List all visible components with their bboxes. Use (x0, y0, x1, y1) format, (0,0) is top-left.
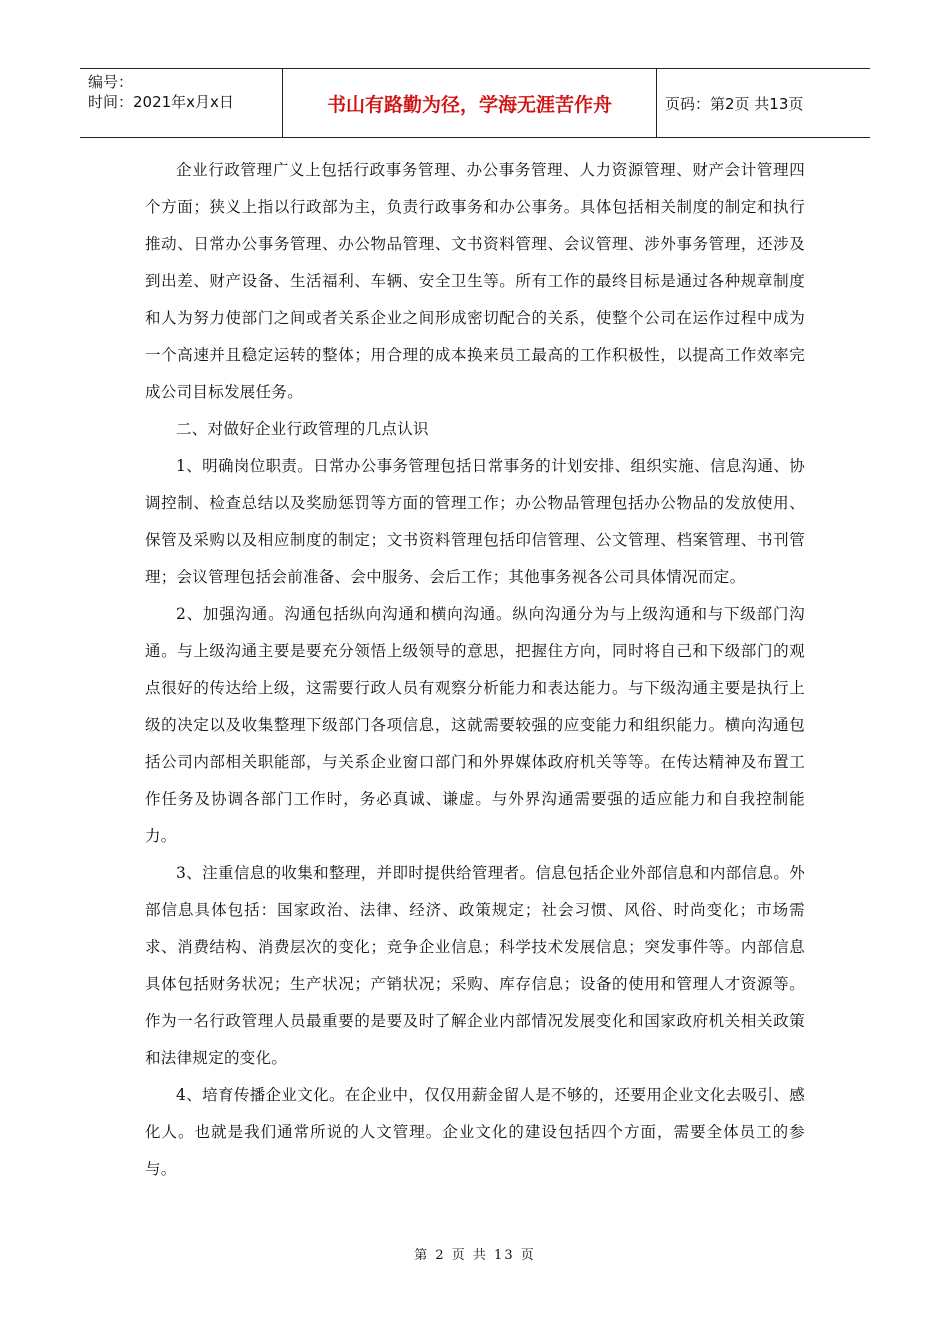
header-page-info: 页码：第2页 共13页 (665, 94, 804, 113)
section-heading: 二、对做好企业行政管理的几点认识 (176, 420, 429, 438)
paragraph-item-2: 2、加强沟通。沟通包括纵向沟通和横向沟通。纵向沟通分为与上级沟通和与下级部门沟通。与上级沟通主要是要充分领悟上级领导的意思，把握住方向，同时将自己和下级部门的观点很好的传达给上级，这需要行政人员有观察分析能力和表达能力。与下级沟通主要是执行上级的决定以及收集整理下级部门各项信息，这就需要较强的应变能力和组织能力。横向沟通包括公司内部相关职能部，与关系企业窗口部门和外界媒体政府机关等等。在传达精神及布置工作任务及协调各部门工作时，务必真诚、谦虚。与外界沟通需要强的适应能力和自我控制能力。 (145, 605, 805, 845)
header-motto: 书山有路勤为径，学海无涯苦作舟 (283, 69, 657, 137)
paragraph-item-1: 1、明确岗位职责。日常办公事务管理包括日常事务的计划安排、组织实施、信息沟通、协调控制、检查总结以及奖励惩罚等方面的管理工作；办公物品管理包括办公物品的发放使用、保管及采购以及相应制度的制定；文书资料管理包括印信管理、公文管理、档案管理、书刊管理；会议管理包括会前准备、会中服务、会后工作；其他事务视各公司具体情况而定。 (145, 457, 805, 586)
date-line: 时间：2021年x月x日 (88, 93, 234, 111)
paragraph-intro: 企业行政管理广义上包括行政事务管理、办公事务管理、人力资源管理、财产会计管理四个方面；狭义上指以行政部为主，负责行政事务和办公事务。具体包括相关制度的制定和执行推动、日常办公事务管理、办公物品管理、文书资料管理、会议管理、涉外事务管理，还涉及到出差、财产设备、生活福利、车辆、安全卫生等。所有工作的最终目标是通过各种规章制度和人为努力使部门之间或者关系企业之间形成密切配合的关系，使整个公司在运作过程中成为一个高速并且稳定运转的整体；用合理的成本换来员工最高的工作积极性，以提高工作效率完成公司目标发展任务。 (145, 161, 805, 401)
page-header (80, 68, 870, 138)
paragraph-item-4: 4、培育传播企业文化。在企业中，仅仅用薪金留人是不够的，还要用企业文化去吸引、感化人。也就是我们通常所说的人文管理。企业文化的建设包括四个方面，需要全体员工的参与。 (145, 1086, 805, 1178)
document-body (145, 152, 805, 1188)
serial-number-label: 编号： (88, 73, 134, 91)
paragraph-item-3: 3、注重信息的收集和整理，并即时提供给管理者。信息包括企业外部信息和内部信息。外部信息具体包括：国家政治、法律、经济、政策规定；社会习惯、风俗、时尚变化；市场需求、消费结构、消费层次的变化；竞争企业信息；科学技术发展信息；突发事件等。内部信息具体包括财务状况；生产状况；产销状况；采购、库存信息；设备的使用和管理人才资源等。作为一名行政管理人员最重要的是要及时了解企业内部情况发展变化和国家政府机关相关政策和法律规定的变化。 (145, 864, 805, 1067)
page-footer: 第 2 页 共 13 页 (414, 1248, 536, 1263)
header-meta (80, 69, 283, 137)
